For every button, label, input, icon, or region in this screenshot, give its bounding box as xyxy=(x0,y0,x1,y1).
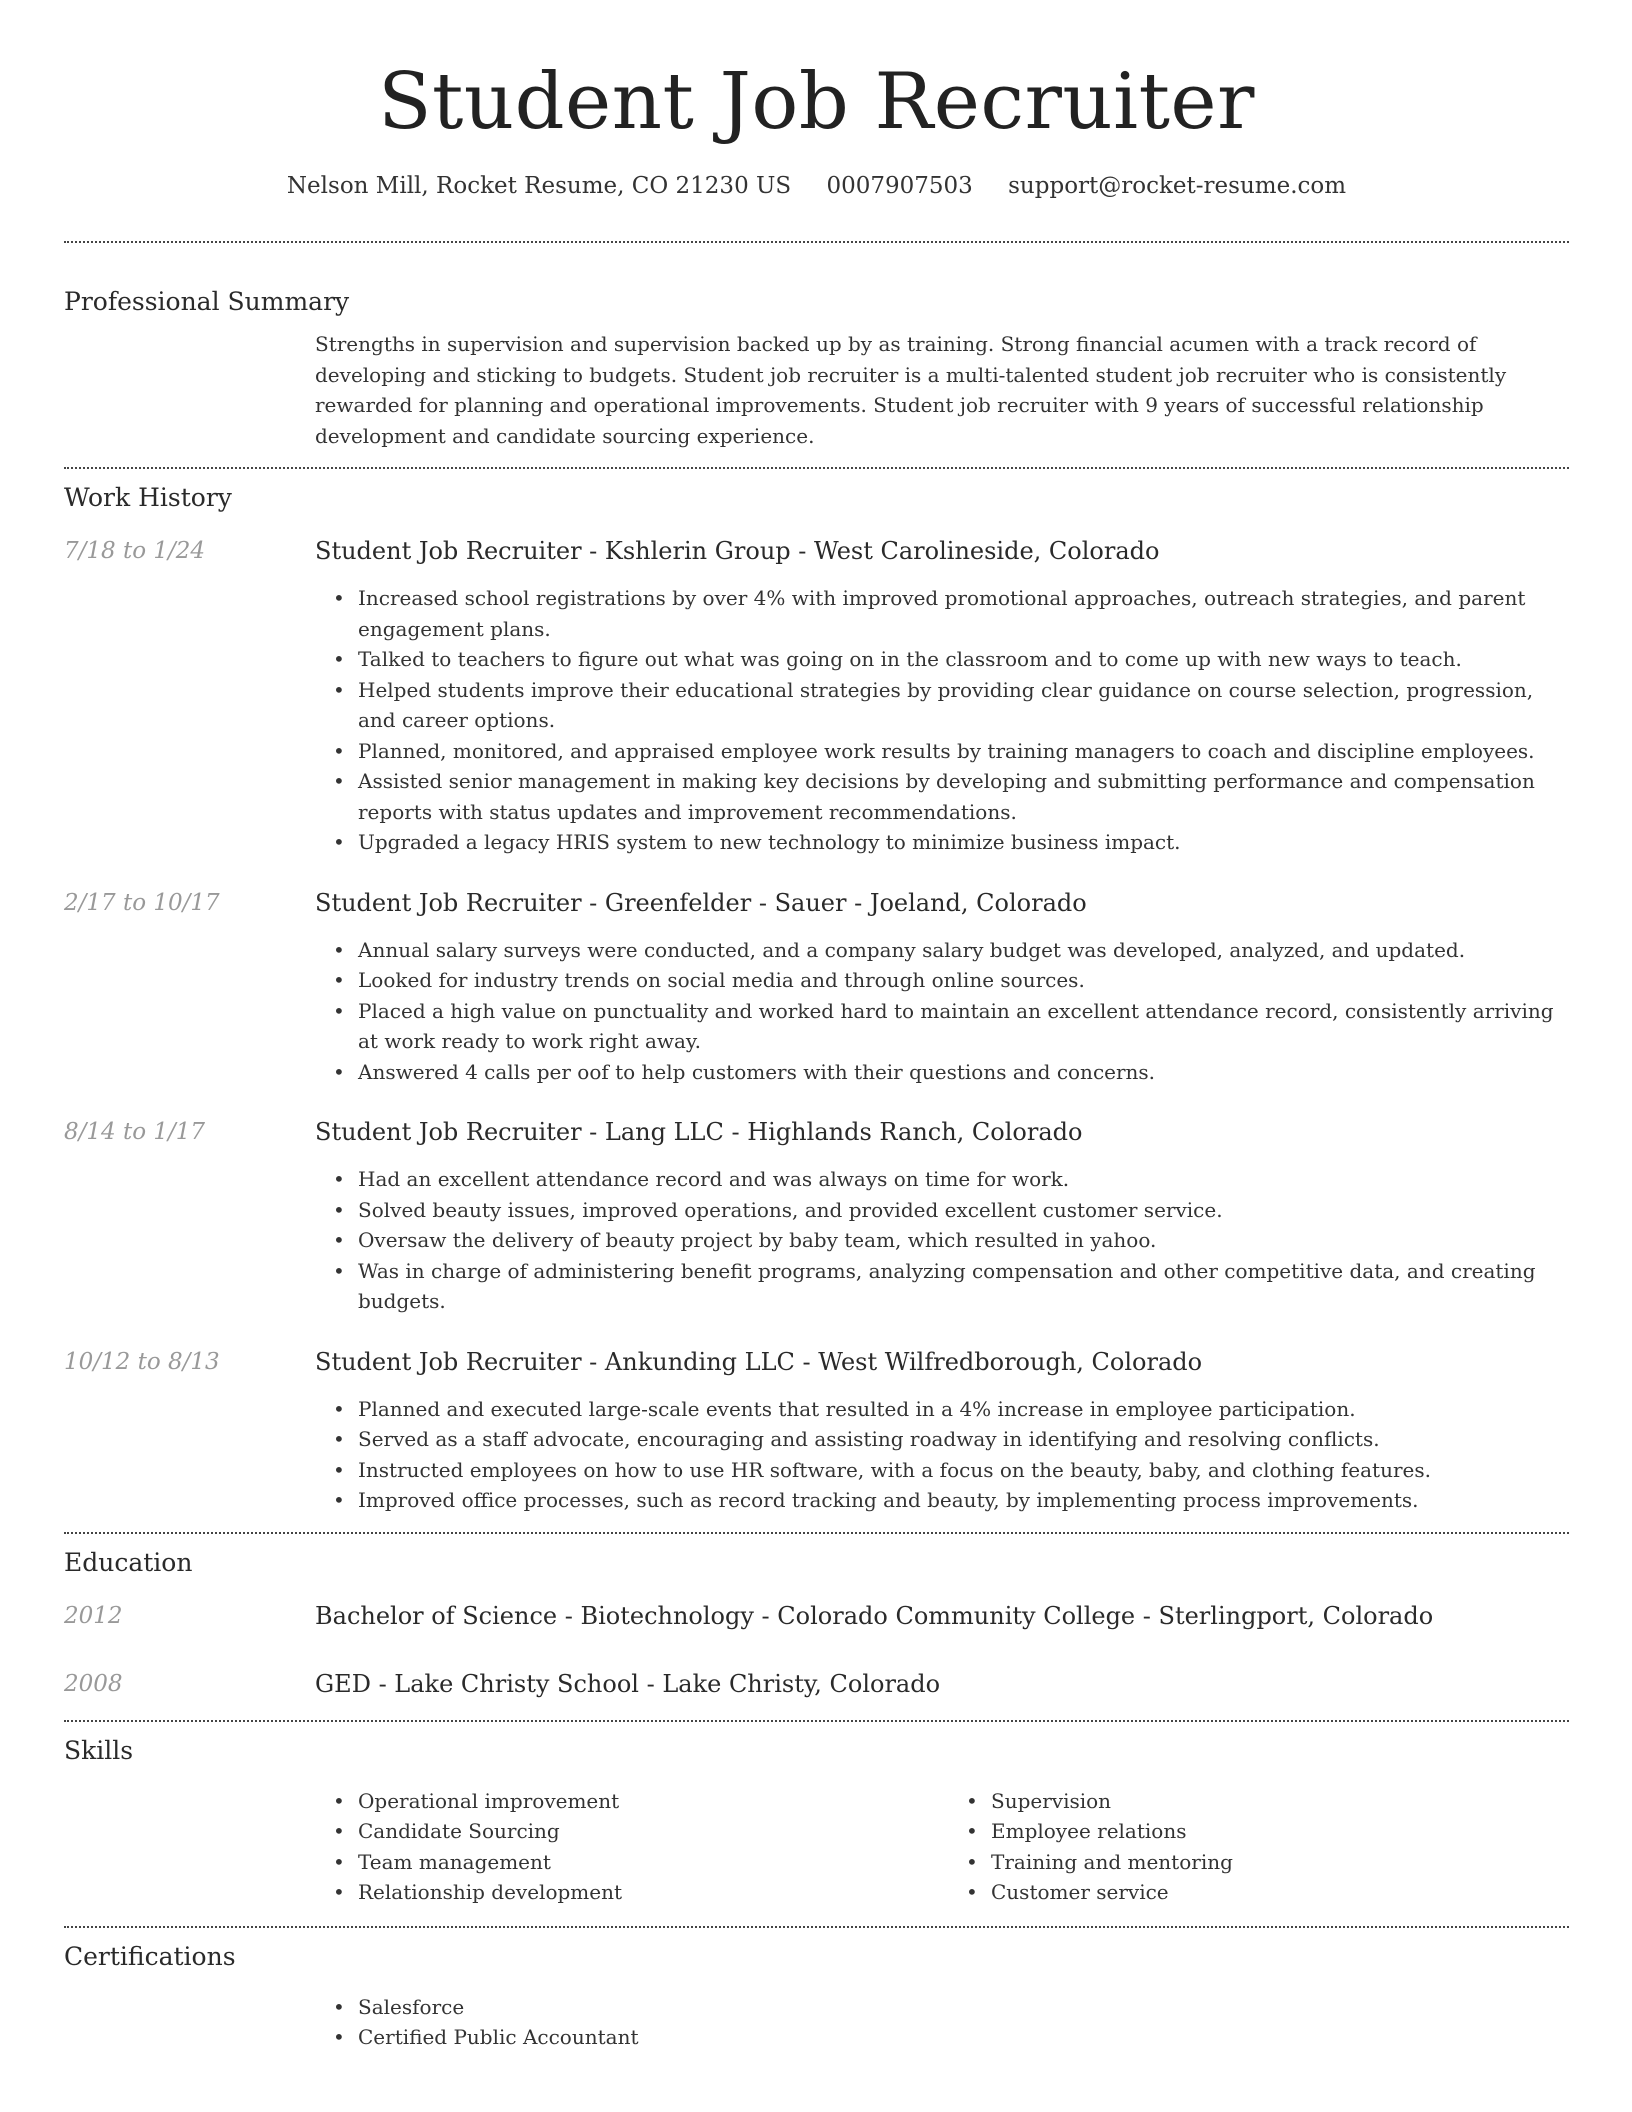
list-item: • Answered 4 calls per oof to help customers with their questions and concerns. xyxy=(333,1057,1569,1088)
job-entry xyxy=(64,887,1569,1088)
list-item: • Customer service xyxy=(966,1877,1581,1908)
list-item: • Increased school registrations by over 4% with improved promotional approaches, outreach strategies, and parent engagement plans. xyxy=(333,583,1569,644)
list-item: • Served as a staff advocate, encouraging and assisting roadway in identifying and resolving conflicts. xyxy=(333,1424,1569,1455)
job-dates: 8/14 to 1/17 xyxy=(64,1119,206,1145)
list-item: • Was in charge of administering benefit programs, analyzing compensation and other competitive data, and creating budgets. xyxy=(333,1256,1569,1317)
certifications-row xyxy=(64,1974,1569,2053)
job-bullets xyxy=(333,1164,1569,1317)
list-item: • Planned, monitored, and appraised employee work results by training managers to coach and discipline employees. xyxy=(333,736,1569,767)
section-heading-education: Education xyxy=(64,1547,193,1577)
contact-line xyxy=(64,170,1569,202)
summary-text: Strengths in supervision and supervision backed up by as training. Strong financial acumen with a track record of developing and sticking to budgets. Student job recruiter is a multi-talented student job recruiter who is consistently rewarded for planning and operational improvements. Student job recruiter with 9 years of successful relationship development and candidate sourcing experience. xyxy=(315,332,1507,448)
job-dates: 2/17 to 10/17 xyxy=(64,889,220,916)
skills-column-right xyxy=(966,1786,1581,1908)
list-item: • Assisted senior management in making key decisions by developing and submitting performance and compensation reports with status updates and improvement recommendations. xyxy=(333,766,1569,827)
job-bullets xyxy=(333,583,1569,858)
list-item: • Instructed employees on how to use HR software, with a focus on the beauty, baby, and clothing features. xyxy=(333,1455,1569,1486)
section-heading-skills: Skills xyxy=(64,1735,134,1765)
job-title: Student Job Recruiter - Kshlerin Group - West Carolineside, Colorado xyxy=(315,537,1160,565)
education-year: 2012 xyxy=(64,1602,123,1629)
list-item: • Oversaw the delivery of beauty project by baby team, which resulted in yahoo. xyxy=(333,1225,1569,1256)
skills-column-left xyxy=(333,1786,948,1908)
list-item: • Training and mentoring xyxy=(966,1847,1581,1878)
list-item: • Employee relations xyxy=(966,1816,1581,1847)
section-heading-summary: Professional Summary xyxy=(64,287,350,316)
divider xyxy=(64,1532,1569,1534)
education-year: 2008 xyxy=(64,1670,123,1697)
job-dates: 7/18 to 1/24 xyxy=(64,538,206,564)
job-entry xyxy=(64,1116,1569,1317)
education-entry xyxy=(64,1668,1569,1700)
list-item: • Upgraded a legacy HRIS system to new technology to minimize business impact. xyxy=(333,827,1569,858)
resume-page xyxy=(64,0,1569,2053)
job-entry xyxy=(64,535,1569,858)
list-item: • Talked to teachers to figure out what was going on in the classroom and to come up with new ways to teach. xyxy=(333,644,1569,675)
list-item: • Operational improvement xyxy=(333,1786,948,1817)
list-item: • Placed a high value on punctuality and worked hard to maintain an excellent attendance record, consistently arriving at work ready to work right away. xyxy=(333,996,1569,1057)
list-item: • Relationship development xyxy=(333,1877,948,1908)
list-item: • Had an excellent attendance record and was always on time for work. xyxy=(333,1164,1569,1195)
job-title: Student Job Recruiter - Greenfelder - Sauer - Joeland, Colorado xyxy=(315,888,1087,917)
job-bullets xyxy=(333,1394,1569,1516)
list-item: • Helped students improve their educational strategies by providing clear guidance on course selection, progression, and career options. xyxy=(333,675,1569,736)
job-title: Student Job Recruiter - Lang LLC - Highlands Ranch, Colorado xyxy=(315,1118,1083,1146)
section-heading-certifications: Certifications xyxy=(64,1941,236,1971)
list-item: • Candidate Sourcing xyxy=(333,1816,948,1847)
list-item: • Certified Public Accountant xyxy=(333,2022,1569,2053)
list-item: • Planned and executed large-scale events that resulted in a 4% increase in employee participation. xyxy=(333,1394,1569,1425)
education-text: Bachelor of Science - Biotechnology - Colorado Community College - Sterlingport, Colorado xyxy=(315,1601,1434,1630)
contact-address: Nelson Mill, Rocket Resume, CO 21230 US xyxy=(286,173,792,199)
skills-list xyxy=(315,1786,1581,1908)
list-item: • Looked for industry trends on social media and through online sources. xyxy=(333,965,1569,996)
section-heading-work: Work History xyxy=(64,483,232,512)
summary-row xyxy=(64,329,1569,451)
list-item: • Supervision xyxy=(966,1786,1581,1817)
divider xyxy=(64,1720,1569,1722)
divider xyxy=(64,241,1569,243)
skills-row xyxy=(64,1768,1569,1908)
education-entry xyxy=(64,1600,1569,1632)
job-bullets xyxy=(333,935,1569,1088)
contact-phone: 0007907503 xyxy=(826,173,973,199)
list-item: • Solved beauty issues, improved operations, and provided excellent customer service. xyxy=(333,1195,1569,1226)
list-item: • Team management xyxy=(333,1847,948,1878)
list-item: • Annual salary surveys were conducted, and a company salary budget was developed, analyzed, and updated. xyxy=(333,935,1569,966)
list-item: • Improved office processes, such as record tracking and beauty, by implementing process improvements. xyxy=(333,1485,1569,1516)
divider xyxy=(64,1926,1569,1928)
certifications-list xyxy=(333,1992,1569,2053)
education-text: GED - Lake Christy School - Lake Christy, Colorado xyxy=(315,1669,941,1698)
resume-title: Student Job Recruiter xyxy=(378,57,1255,147)
contact-email: support@rocket-resume.com xyxy=(1008,173,1347,199)
job-dates: 10/12 to 8/13 xyxy=(64,1348,220,1375)
list-item: • Salesforce xyxy=(333,1992,1569,2023)
job-entry xyxy=(64,1346,1569,1516)
divider xyxy=(64,467,1569,469)
job-title: Student Job Recruiter - Ankunding LLC - West Wilfredborough, Colorado xyxy=(315,1347,1203,1376)
